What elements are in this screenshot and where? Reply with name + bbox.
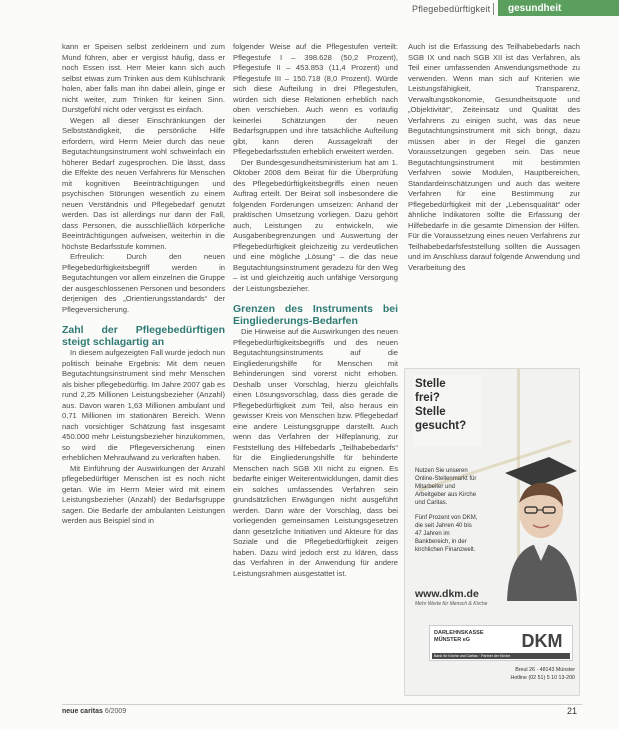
bank-tagline: Bank für Kirche und Caritas · Partner der Kirche [432,653,570,659]
header-title: Pflegebedürftigkeit [412,4,491,14]
paragraph: kann er Speisen selbst zerkleinern und zum Mund führen, aber er vergisst häufig, dass er noch Essen isst. Herr Meier kann sich auch selbst etwas zum Trinken aus dem Kühlschrank holen, aber falls man ihn dabei allein, ginge er nicht weiter, zum Trinken für keinen Sinn. Durstgefühl nicht oder vergisst es einfach. [62,42,225,114]
paragraph: Auch ist die Erfassung des Teilhabebedarfs nach SGB IX und nach SGB XII ist das Verfahren, als Teil einer umfassenden Anwendungsmethode zu verwenden. Wenn man sich auf Kriterien wie Leistungsfähigkeit, Transparenz, Verwaltungsökonomie, Gesundheitsquote und „Objektivität“, Zeiteinsatz und Qualität des Verfahrens zu einigen sucht, was das neue Begutachtungsinstrument mit sich bringt, dazu müssen aber in der Regel die ganzen Voraussetzungen gegeben sein. Das neue Begutachtungsinstrument mit bestimmten Verfahren sowie Modulen, Hauptbereichen, Standardeinschätzungen und auch das weitere Verfahren für eine Bestimmung zur Pflegebedürftigkeit mit der „Lebensqualität“ oder ähnliche Indikatoren sollte die Erfassung der Hilfebedarfe in die gesamte Dimension der Hilfen. Für die Voraussetzung eines neuen Verfahrens zur Teilhabebedarfsfeststellung sollten die Aussagen und im Anschluss darauf folgende Anwendung und Verarbeitung des [408,42,580,272]
magazine-name: neue caritas [62,708,103,715]
bank-name-line: DARLEHNSKASSE [434,630,484,636]
graduate-portrait-icon [497,451,579,601]
bank-name [434,630,484,644]
ad-headline-line: Stelle [415,406,446,418]
ad-body [415,467,479,554]
section-tab: gesundheit [498,0,619,16]
paragraph: Die Hinweise auf die Auswirkungen des neuen Pflegebedürftigkeitsbegriffs und des neuen Begutachtungsinstruments auf die Eingliederungshilfe für Menschen mit Behinderungen sind vorerst nicht erhoben. Deshalb unser Vorschlag, hierzu gleichfalls einen Lösungsvorschlag, dass dies gerade die Pflegebedürftigkeit zum Teil, also heraus ein gewisser Kreis von Menschen bzw. Pflegebedarf eine andere Leistungsgruppe darstellt. Auch wenn das Verfahren der Hilfeplanung, zur Feststellung des Hilfebedarfs „Teilhabebedarfs“ für die Eingliederungshilfe für behinderte Menschen nach SGB XII nicht zu eignen. Es bedarfte einiger Weiterentwicklungen, damit dies ein solches umfassendes Verfahren sein grundsätzlichen Erwägungen nicht ausgeführt werden. Dann wäre der Vorschlag, dass bei vorliegenden gemeinsamen Leistungsgesetzen dann gesetzliche Initiativen und Akteure für das Soziale und die Pflegebedürftigkeit zeigen haben. Dazu wird jedoch erst zu klären, dass das Verfahren in der Anwendung für andere Leistungsrahmen ausgestattet ist. [233,327,398,578]
dkm-advertisement[interactable] [404,368,580,696]
address-line: Hotline (02 51) 5 10 13-200 [510,675,575,681]
text-column-2 [233,42,398,579]
subheading: Zahl der Pflegebedürftigen steigt schlagartig an [62,324,225,348]
paragraph: In diesem aufgezeigten Fall wurde jedoch nun politisch beinahe Ergebnis: Mit dem neuen Begutachtungsinstrument sind mehr Menschen als bisher pflegebedürftig. Im Jahre 2007 gab es rund 2,25 Millionen Leistungsbezieher (Anzahl) aus. Davon waren 1,63 Millionen ambulant und 0,71 Millionen im stationären Bereich. Wenn nach vorsichtiger Schätzung fast insgesamt 450.000 mehr Leistungsbezieher hinzukommen, so wird die Pflegeversicherung einen erheblichen Mehraufwand zu verkraften haben. [62,348,225,462]
ad-headline-line: frei? [415,392,440,404]
address-line: Breul 26 · 48143 Münster [515,667,575,673]
ad-url-link[interactable]: www.dkm.de [415,588,479,600]
ad-text: Fünf Prozent von DKM, die seit Jahren 40 bis 47 Jahren im Bankbereich, in der kirchlichen Finanzwelt. [415,515,478,553]
dkm-logo-icon [514,629,570,651]
text-column-3 [408,42,580,273]
footer-divider [62,704,582,705]
issue-number: 6/2009 [104,708,127,715]
svg-text:DKM: DKM [521,631,563,651]
paragraph: Wegen all dieser Einschränkungen der Selbstständigkeit, die persönliche Hilfe erfordern, wird Herrn Meier durch das neue Begutachtungsinstrument wohl schweinfach ein höherer Bedarf zugesprochen. Die lässt, dass die Effekte des neuen Verfahrens für Menschen mit kognitiven Beeinträchtigungen und psychischen Störungen wesentlich zu einem neuen Verständnis und Pflegebedarf genutzt werden. Das ist allerdings nur dann der Fall, dass Personen, die ausschließlich körperliche Beeinträchtigungen aufweisen, weiterhin in die höchste Bedarfsstufe kommen. [62,115,225,251]
header-separator [493,3,494,15]
ad-text: Nutzen Sie unseren Online-Stellenmarkt für Mitarbeiter und Arbeitgeber aus Kirche und Caritas. [415,468,477,506]
text-column-1 [62,42,225,527]
paragraph: Der Bundesgesundheitsministerium hat am 1. Oktober 2008 dem Beirat für die Überprüfung des Pflegebedürftigkeitsbegriffs einen neuen Auftrag erteilt. Der Beirat soll insbesondere die folgenden Forderungen umsetzen: Anhand der praktischen Umsetzung vorliegen. Dazu gehört auch, Leistungen zu entwickeln, wie Ausgabenbegrenzungen und Auswertung der Pflegebedürftigkeit gleichzeitig zu verdeutlichen und eine mögliche „Lösung“ – die das neue Begutachtungsinstrument geradezu für den Weg – ist und gleichzeitig auch unfähige Versorgung der Leistungsbezieher. [233,157,398,293]
ad-headline-line: Stelle [415,378,446,390]
bank-logo-block [429,625,573,661]
ad-slogan: Mehr Werte für Mensch & Kirche [415,601,488,607]
bank-name-line: MÜNSTER eG [434,637,471,643]
paragraph: folgender Weise auf die Pflegestufen verteilt: Pflegestufe I – 398.628 (50,2 Prozent), Pflegestufe II – 453.853 (11,4 Prozent) und Pflegestufe III – 150.718 (8,0 Prozent). Würde sich diese Aufteilung in drei Pflegestufen, würden sich diese Relationen erheblich nach oben verschieben. Auch wenn es vorläufig keinerlei Schätzungen der neuen Bedarfsgruppen und ihre tatsächliche Aufteilung gibt, kann deren Aussagekraft der Pflegebedarfsstufen erheblich erweitert werden. [233,42,398,156]
subheading: Grenzen des Instruments bei Eingliederungs-Bedarfen [233,303,398,327]
page-number: 21 [567,706,578,716]
bank-address [487,666,575,682]
paragraph: Mit Einführung der Auswirkungen der Anzahl pflegebedürftiger Menschen ist es noch nicht getan. Wie im Herrn Meier wird mit einem Leistungsbezieher (Anzahl) der Bedarfsgruppe sagen. Die Bedarfe der ambulanten Leistungen werden aus Beispiel sind in [62,463,225,525]
ad-headline [415,377,466,433]
paragraph: Erfreulich: Durch den neuen Pflegebedürftigkeitsbegriff werden in Begutachtungen vor allem einzelnen die Gruppe der ausgeschlossenen Personen und besonders derjenigen des „Orientierungsstandards“ der Pflegeversicherung. [62,252,225,314]
ad-headline-line: gesucht? [415,420,467,432]
footer-publication [62,708,126,715]
